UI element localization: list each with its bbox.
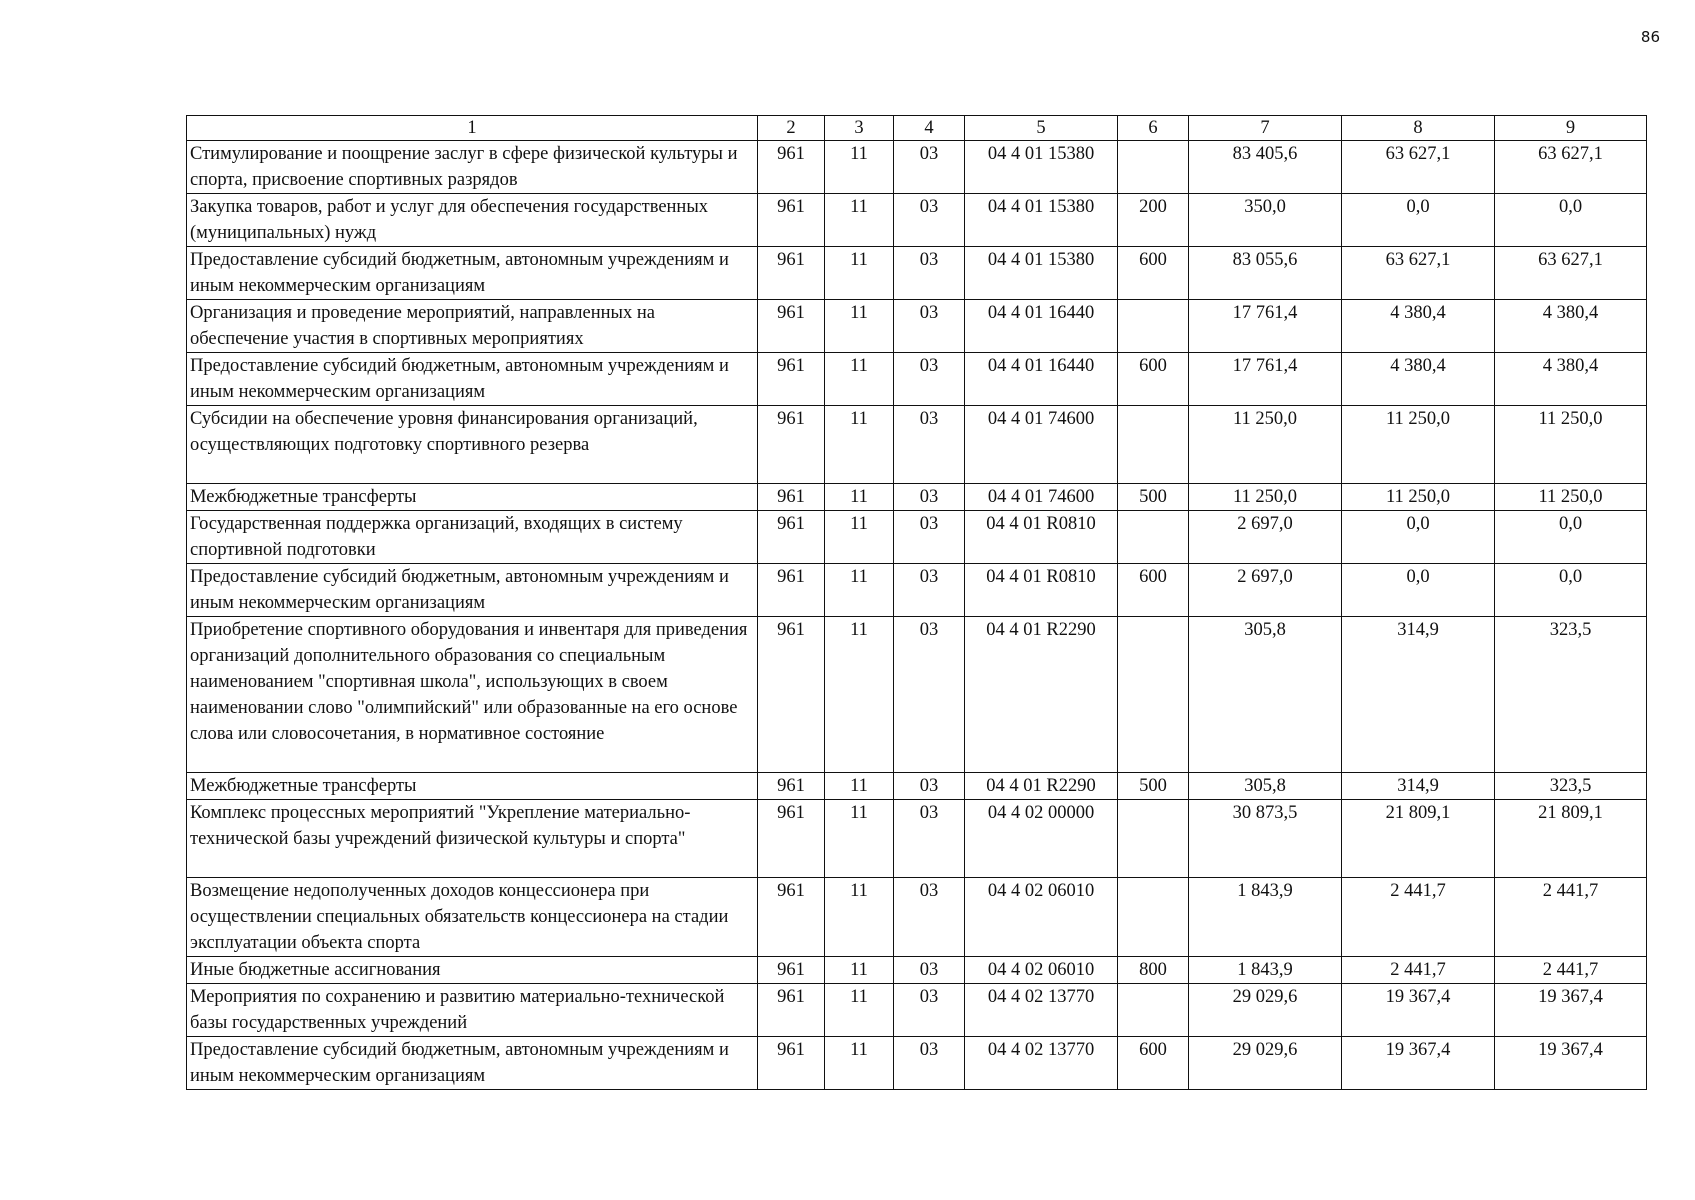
- row-cell-c3: 11: [825, 484, 894, 511]
- row-cell-c4: 03: [894, 564, 965, 617]
- header-cell-3: 3: [825, 116, 894, 141]
- row-cell-c4: 03: [894, 984, 965, 1037]
- row-name-cell: Предоставление субсидий бюджетным, автономным учреждениям и иным некоммерческим организациям: [187, 1037, 758, 1090]
- row-cell-c6: [1118, 300, 1189, 353]
- row-cell-c3: 11: [825, 406, 894, 484]
- row-cell-c5: 04 4 02 00000: [965, 800, 1118, 878]
- row-cell-c3: 11: [825, 353, 894, 406]
- row-cell-c6: 600: [1118, 353, 1189, 406]
- row-cell-c8: 19 367,4: [1342, 984, 1495, 1037]
- row-cell-c2: 961: [758, 800, 825, 878]
- row-cell-c9: 19 367,4: [1495, 1037, 1647, 1090]
- row-cell-c4: 03: [894, 484, 965, 511]
- table-row: [187, 984, 1647, 1037]
- row-cell-c6: [1118, 511, 1189, 564]
- page-number: 86: [1640, 28, 1660, 46]
- row-name-cell: Государственная поддержка организаций, входящих в систему спортивной подготовки: [187, 511, 758, 564]
- row-cell-c6: [1118, 800, 1189, 878]
- table-row: [187, 353, 1647, 406]
- table-row: [187, 141, 1647, 194]
- row-cell-c2: 961: [758, 511, 825, 564]
- row-cell-c3: 11: [825, 957, 894, 984]
- row-cell-c3: 11: [825, 564, 894, 617]
- row-cell-c2: 961: [758, 141, 825, 194]
- row-cell-c4: 03: [894, 511, 965, 564]
- row-cell-c2: 961: [758, 194, 825, 247]
- table-row: [187, 957, 1647, 984]
- row-cell-c4: 03: [894, 247, 965, 300]
- row-cell-c5: 04 4 01 R0810: [965, 511, 1118, 564]
- row-cell-c7: 29 029,6: [1189, 1037, 1342, 1090]
- row-cell-c8: 314,9: [1342, 773, 1495, 800]
- row-cell-c4: 03: [894, 617, 965, 773]
- header-cell-9: 9: [1495, 116, 1647, 141]
- row-cell-c8: 4 380,4: [1342, 353, 1495, 406]
- row-cell-c5: 04 4 01 R0810: [965, 564, 1118, 617]
- row-cell-c9: 63 627,1: [1495, 247, 1647, 300]
- row-cell-c3: 11: [825, 141, 894, 194]
- row-cell-c9: 2 441,7: [1495, 957, 1647, 984]
- row-cell-c4: 03: [894, 957, 965, 984]
- row-name-cell: Комплекс процессных мероприятий "Укрепление материально-технической базы учреждений физической культуры и спорта": [187, 800, 758, 878]
- row-cell-c9: 323,5: [1495, 617, 1647, 773]
- row-cell-c3: 11: [825, 1037, 894, 1090]
- row-name-cell: Приобретение спортивного оборудования и инвентаря для приведения организаций дополнительного образования со специальным наименованием "спортивная школа", использующих в своем наименовании слово "олимпийский" или образованные на его основе слова или словосочетания, в нормативное состояние: [187, 617, 758, 773]
- row-name-cell: Возмещение недополученных доходов концессионера при осуществлении специальных обязательств концессионера на стадии эксплуатации объекта спорта: [187, 878, 758, 957]
- table-row: [187, 773, 1647, 800]
- row-cell-c2: 961: [758, 300, 825, 353]
- row-cell-c3: 11: [825, 247, 894, 300]
- row-cell-c5: 04 4 01 74600: [965, 484, 1118, 511]
- row-cell-c8: 19 367,4: [1342, 1037, 1495, 1090]
- header-cell-7: 7: [1189, 116, 1342, 141]
- row-cell-c4: 03: [894, 1037, 965, 1090]
- row-cell-c8: 314,9: [1342, 617, 1495, 773]
- table-row: [187, 247, 1647, 300]
- row-name-cell: Предоставление субсидий бюджетным, автономным учреждениям и иным некоммерческим организациям: [187, 564, 758, 617]
- row-cell-c3: 11: [825, 511, 894, 564]
- row-name-cell: Мероприятия по сохранению и развитию материально-технической базы государственных учреждений: [187, 984, 758, 1037]
- row-cell-c9: 19 367,4: [1495, 984, 1647, 1037]
- row-cell-c5: 04 4 02 06010: [965, 878, 1118, 957]
- table-row: [187, 194, 1647, 247]
- row-cell-c4: 03: [894, 141, 965, 194]
- table-row: [187, 800, 1647, 878]
- row-cell-c7: 2 697,0: [1189, 564, 1342, 617]
- row-cell-c5: 04 4 01 16440: [965, 353, 1118, 406]
- row-cell-c7: 350,0: [1189, 194, 1342, 247]
- row-cell-c8: 11 250,0: [1342, 484, 1495, 511]
- row-cell-c5: 04 4 01 15380: [965, 247, 1118, 300]
- row-cell-c7: 1 843,9: [1189, 957, 1342, 984]
- row-name-cell: Предоставление субсидий бюджетным, автономным учреждениям и иным некоммерческим организациям: [187, 247, 758, 300]
- header-row: [187, 116, 1647, 141]
- row-cell-c6: 600: [1118, 1037, 1189, 1090]
- row-cell-c4: 03: [894, 353, 965, 406]
- row-cell-c2: 961: [758, 353, 825, 406]
- header-cell-2: 2: [758, 116, 825, 141]
- header-cell-5: 5: [965, 116, 1118, 141]
- row-cell-c2: 961: [758, 617, 825, 773]
- row-cell-c4: 03: [894, 300, 965, 353]
- row-cell-c6: [1118, 617, 1189, 773]
- row-cell-c7: 17 761,4: [1189, 353, 1342, 406]
- row-cell-c8: 2 441,7: [1342, 878, 1495, 957]
- row-cell-c5: 04 4 02 06010: [965, 957, 1118, 984]
- header-cell-1: 1: [187, 116, 758, 141]
- row-cell-c3: 11: [825, 773, 894, 800]
- row-cell-c7: 11 250,0: [1189, 484, 1342, 511]
- row-cell-c8: 4 380,4: [1342, 300, 1495, 353]
- row-cell-c7: 30 873,5: [1189, 800, 1342, 878]
- row-cell-c6: 600: [1118, 247, 1189, 300]
- row-cell-c9: 4 380,4: [1495, 300, 1647, 353]
- table-row: [187, 1037, 1647, 1090]
- row-cell-c3: 11: [825, 878, 894, 957]
- row-cell-c4: 03: [894, 194, 965, 247]
- row-cell-c9: 4 380,4: [1495, 353, 1647, 406]
- row-cell-c8: 11 250,0: [1342, 406, 1495, 484]
- row-cell-c3: 11: [825, 617, 894, 773]
- table-row: [187, 617, 1647, 773]
- header-cell-4: 4: [894, 116, 965, 141]
- row-name-cell: Предоставление субсидий бюджетным, автономным учреждениям и иным некоммерческим организациям: [187, 353, 758, 406]
- row-cell-c2: 961: [758, 484, 825, 511]
- row-cell-c9: 21 809,1: [1495, 800, 1647, 878]
- row-cell-c2: 961: [758, 984, 825, 1037]
- row-cell-c7: 83 405,6: [1189, 141, 1342, 194]
- row-cell-c8: 63 627,1: [1342, 247, 1495, 300]
- row-name-cell: Межбюджетные трансферты: [187, 484, 758, 511]
- row-cell-c7: 2 697,0: [1189, 511, 1342, 564]
- row-cell-c9: 0,0: [1495, 194, 1647, 247]
- row-cell-c7: 305,8: [1189, 773, 1342, 800]
- row-name-cell: Межбюджетные трансферты: [187, 773, 758, 800]
- row-cell-c5: 04 4 01 R2290: [965, 773, 1118, 800]
- row-cell-c7: 305,8: [1189, 617, 1342, 773]
- row-cell-c6: 600: [1118, 564, 1189, 617]
- row-cell-c9: 0,0: [1495, 511, 1647, 564]
- row-cell-c4: 03: [894, 878, 965, 957]
- row-cell-c8: 21 809,1: [1342, 800, 1495, 878]
- row-name-cell: Закупка товаров, работ и услуг для обеспечения государственных (муниципальных) нужд: [187, 194, 758, 247]
- row-cell-c8: 63 627,1: [1342, 141, 1495, 194]
- row-cell-c2: 961: [758, 957, 825, 984]
- row-cell-c7: 11 250,0: [1189, 406, 1342, 484]
- table-row: [187, 564, 1647, 617]
- row-cell-c6: 500: [1118, 484, 1189, 511]
- row-cell-c9: 11 250,0: [1495, 484, 1647, 511]
- row-name-cell: Стимулирование и поощрение заслуг в сфере физической культуры и спорта, присвоение спортивных разрядов: [187, 141, 758, 194]
- row-cell-c5: 04 4 01 74600: [965, 406, 1118, 484]
- row-cell-c9: 63 627,1: [1495, 141, 1647, 194]
- row-cell-c8: 2 441,7: [1342, 957, 1495, 984]
- row-cell-c8: 0,0: [1342, 511, 1495, 564]
- row-cell-c3: 11: [825, 800, 894, 878]
- row-cell-c7: 83 055,6: [1189, 247, 1342, 300]
- row-cell-c3: 11: [825, 984, 894, 1037]
- table-row: [187, 406, 1647, 484]
- row-cell-c5: 04 4 02 13770: [965, 984, 1118, 1037]
- budget-table: [186, 115, 1647, 1090]
- row-cell-c6: [1118, 878, 1189, 957]
- row-cell-c6: 800: [1118, 957, 1189, 984]
- row-name-cell: Субсидии на обеспечение уровня финансирования организаций, осуществляющих подготовку спортивного резерва: [187, 406, 758, 484]
- header-cell-6: 6: [1118, 116, 1189, 141]
- header-cell-8: 8: [1342, 116, 1495, 141]
- row-cell-c8: 0,0: [1342, 194, 1495, 247]
- row-cell-c2: 961: [758, 247, 825, 300]
- row-cell-c2: 961: [758, 773, 825, 800]
- row-cell-c9: 11 250,0: [1495, 406, 1647, 484]
- row-cell-c5: 04 4 01 16440: [965, 300, 1118, 353]
- row-cell-c4: 03: [894, 406, 965, 484]
- row-cell-c5: 04 4 01 15380: [965, 141, 1118, 194]
- row-cell-c9: 2 441,7: [1495, 878, 1647, 957]
- row-name-cell: Иные бюджетные ассигнования: [187, 957, 758, 984]
- row-cell-c2: 961: [758, 564, 825, 617]
- row-cell-c4: 03: [894, 773, 965, 800]
- table-row: [187, 484, 1647, 511]
- row-cell-c6: 500: [1118, 773, 1189, 800]
- row-cell-c9: 0,0: [1495, 564, 1647, 617]
- row-cell-c6: [1118, 406, 1189, 484]
- table-row: [187, 878, 1647, 957]
- row-cell-c5: 04 4 02 13770: [965, 1037, 1118, 1090]
- row-cell-c2: 961: [758, 878, 825, 957]
- row-cell-c6: [1118, 984, 1189, 1037]
- row-cell-c3: 11: [825, 300, 894, 353]
- row-cell-c6: [1118, 141, 1189, 194]
- row-cell-c7: 29 029,6: [1189, 984, 1342, 1037]
- row-cell-c7: 1 843,9: [1189, 878, 1342, 957]
- row-cell-c6: 200: [1118, 194, 1189, 247]
- row-name-cell: Организация и проведение мероприятий, направленных на обеспечение участия в спортивных мероприятиях: [187, 300, 758, 353]
- row-cell-c3: 11: [825, 194, 894, 247]
- row-cell-c9: 323,5: [1495, 773, 1647, 800]
- table-row: [187, 511, 1647, 564]
- table-row: [187, 300, 1647, 353]
- row-cell-c8: 0,0: [1342, 564, 1495, 617]
- row-cell-c5: 04 4 01 R2290: [965, 617, 1118, 773]
- row-cell-c4: 03: [894, 800, 965, 878]
- row-cell-c7: 17 761,4: [1189, 300, 1342, 353]
- row-cell-c5: 04 4 01 15380: [965, 194, 1118, 247]
- row-cell-c2: 961: [758, 406, 825, 484]
- row-cell-c2: 961: [758, 1037, 825, 1090]
